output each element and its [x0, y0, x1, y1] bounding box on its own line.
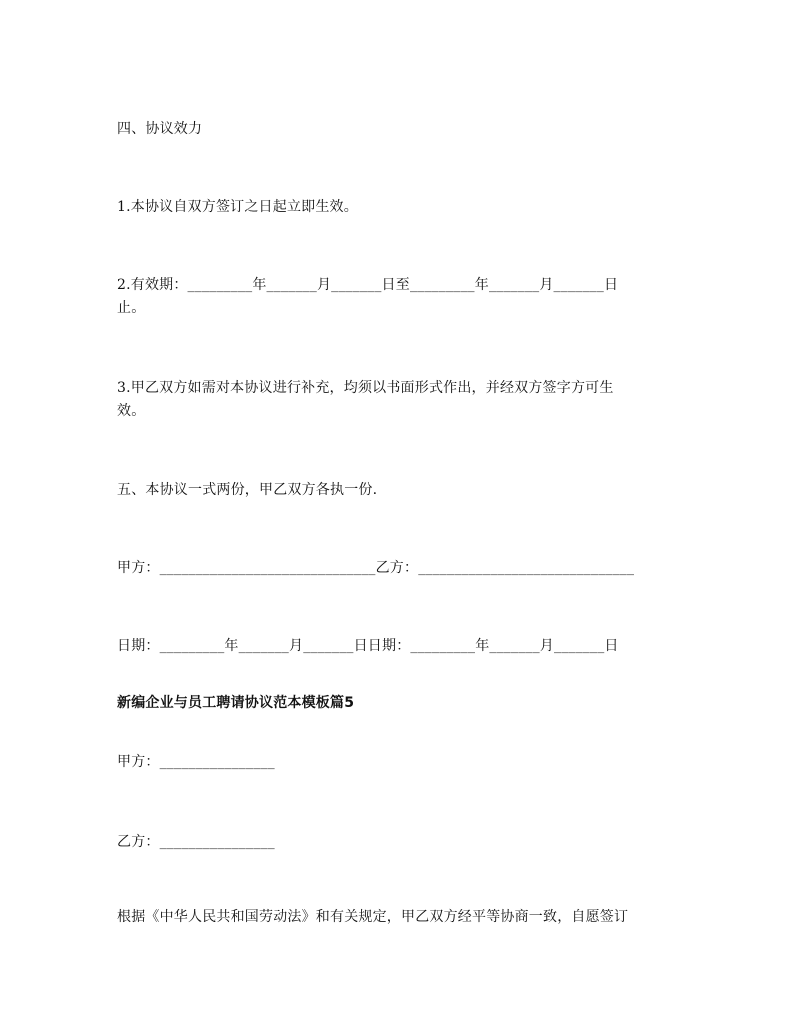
clause-two-line-1: 2.有效期：_________年_______月_______日至_________年_______月_______日 [117, 277, 619, 293]
clause-three-line-1: 3.甲乙双方如需对本协议进行补充，均须以书面形式作出，并经双方签字方可生 [117, 380, 614, 396]
clause-three-line-2: 效。 [117, 403, 146, 419]
clause-one: 1.本协议自双方签订之日起立即生效。 [117, 199, 358, 215]
article-five-title: 新编企业与员工聘请协议范本模板篇5 [117, 695, 355, 711]
section-four-heading: 四、协议效力 [117, 121, 203, 137]
party-signature-line: 甲方：______________________________乙方：______________________________ [117, 560, 635, 576]
intro-paragraph: 根据《中华人民共和国劳动法》和有关规定，甲乙双方经平等协商一致，自愿签订 [117, 909, 629, 925]
party-a-field: 甲方：________________ [117, 754, 275, 770]
section-five: 五、本协议一式两份，甲乙双方各执一份. [117, 482, 378, 498]
clause-two-line-2: 止。 [117, 300, 146, 316]
date-signature-line: 日期：_________年_______月_______日日期：_________年_______月_______日 [117, 638, 619, 654]
party-b-field: 乙方：________________ [117, 834, 275, 850]
